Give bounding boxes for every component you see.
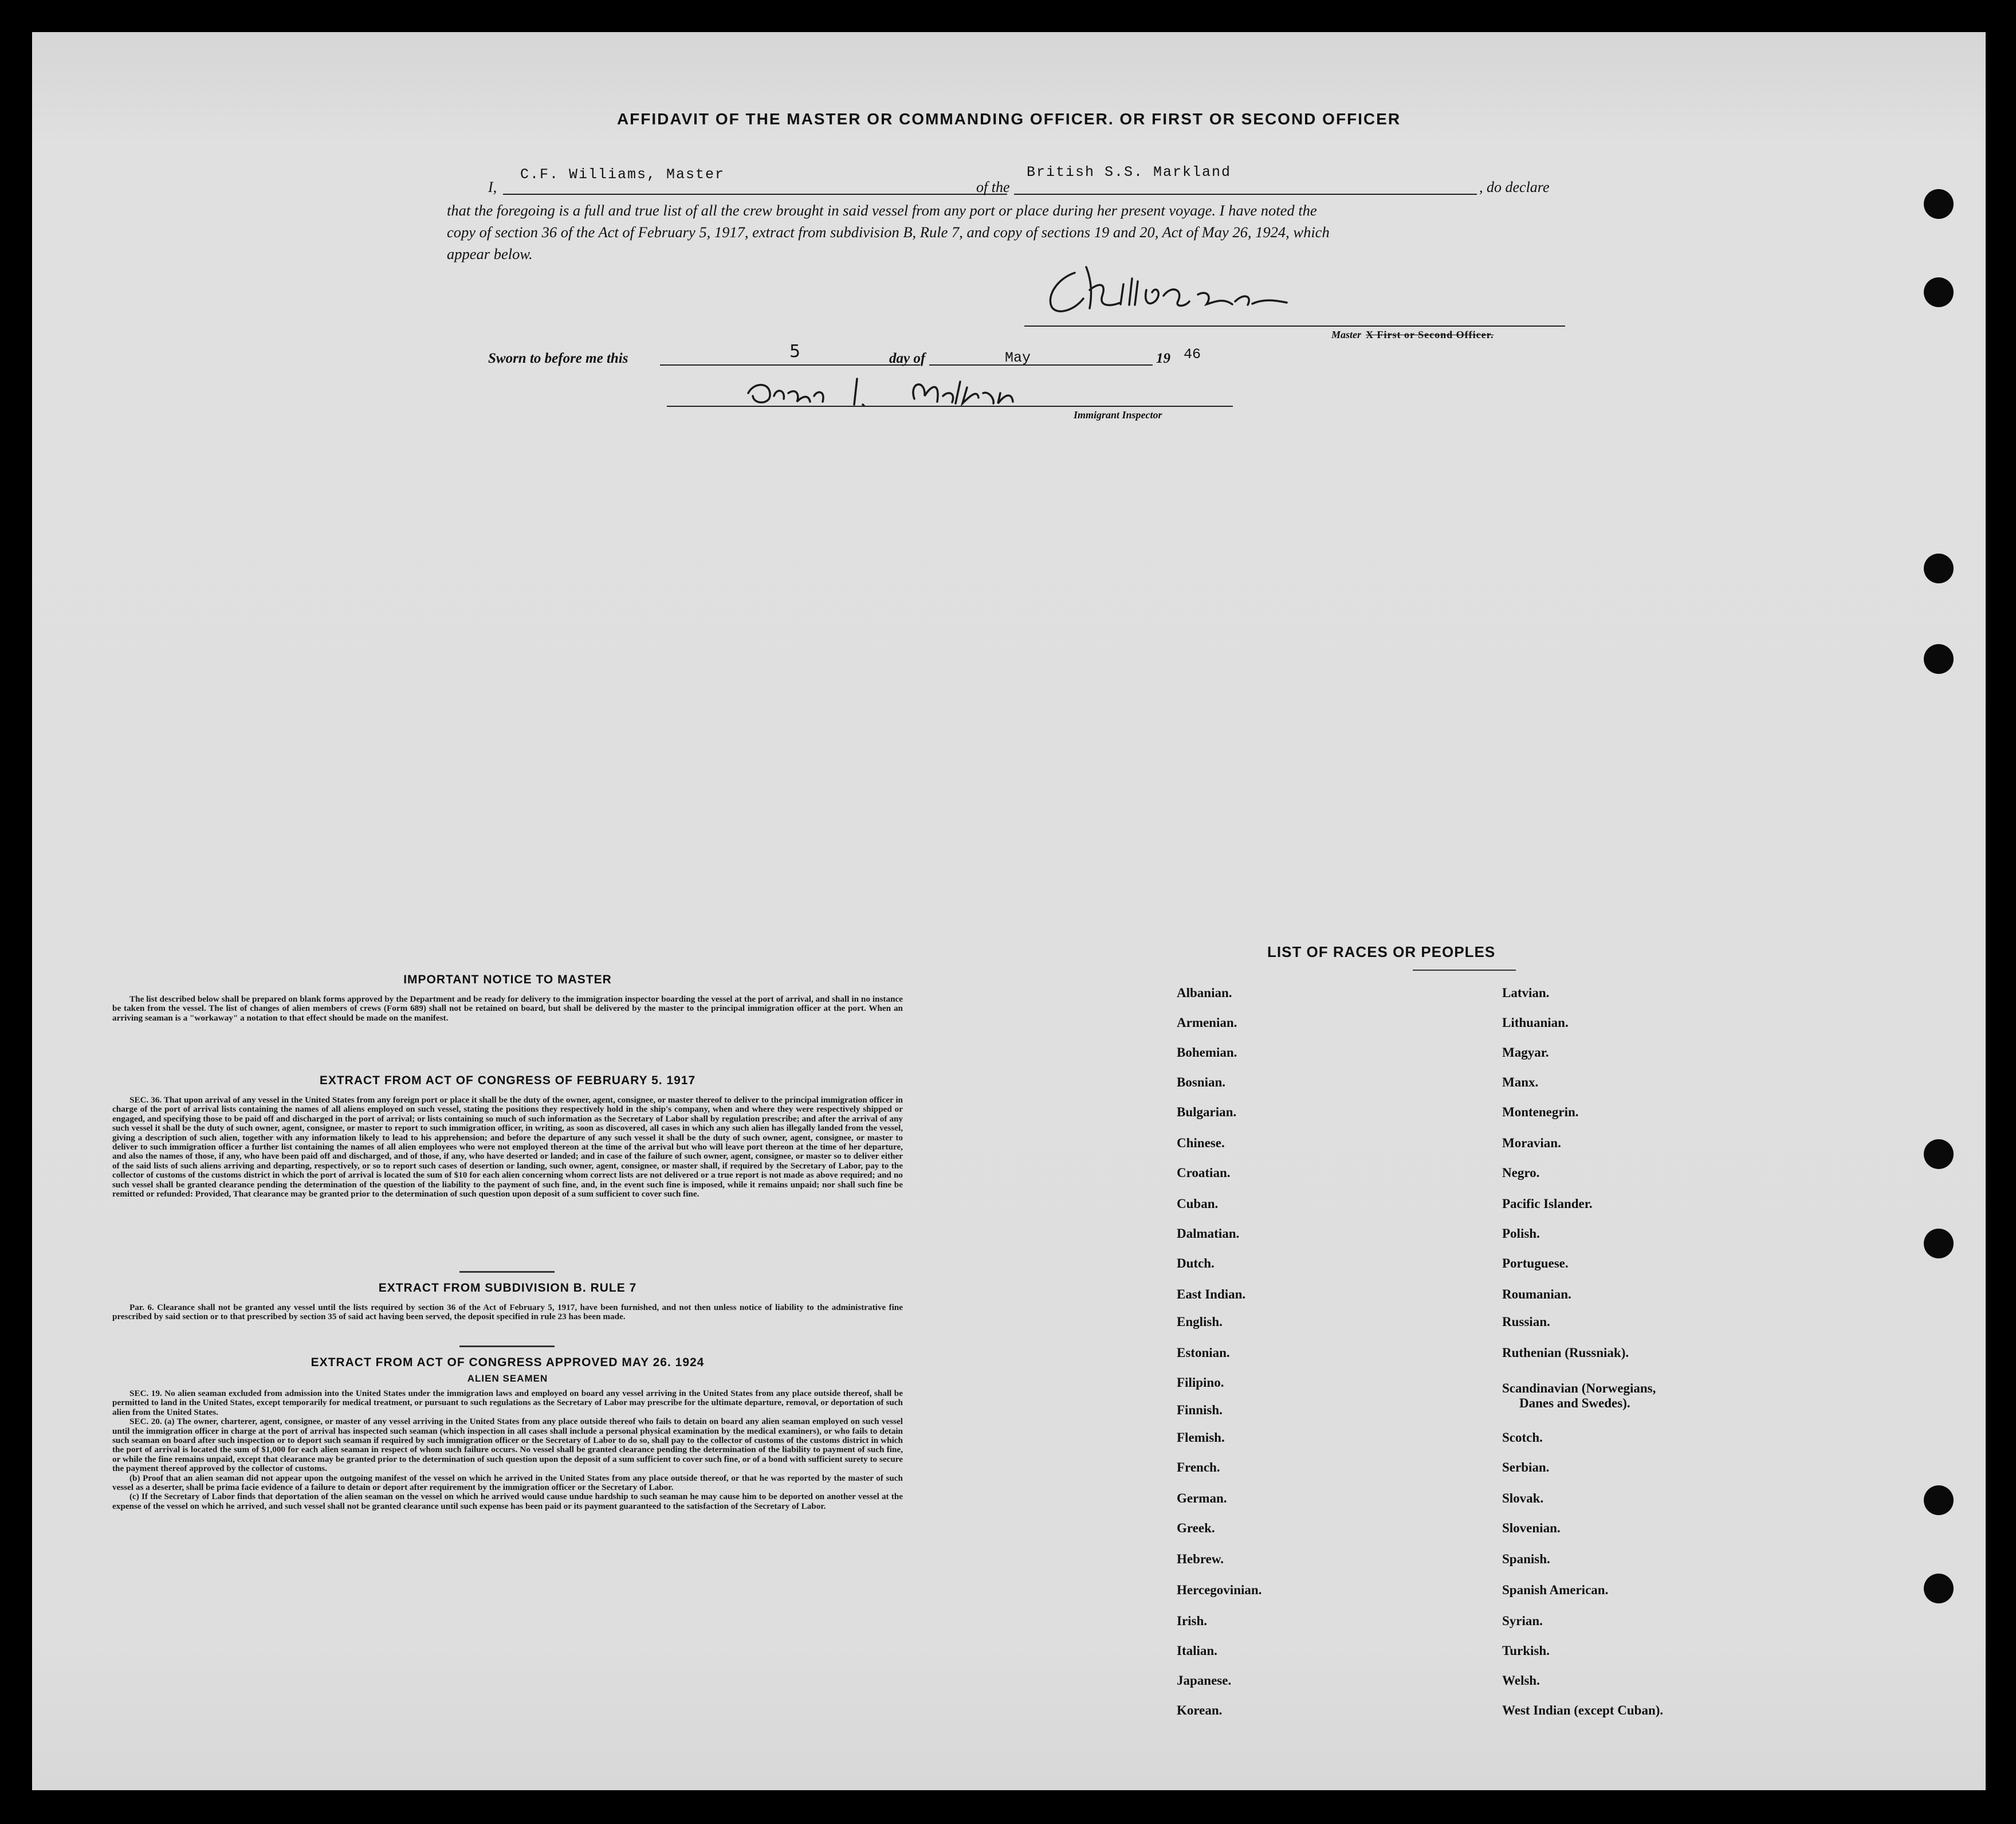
- name-underline: [503, 194, 1007, 195]
- affidavit-i-label: I,: [488, 179, 497, 195]
- race-item: Bohemian.: [1177, 1045, 1237, 1060]
- race-item: Pacific Islander.: [1502, 1197, 1593, 1211]
- race-item: Roumanian.: [1502, 1287, 1571, 1301]
- do-declare-label: , do declare: [1479, 179, 1550, 195]
- section-20a-text: SEC. 20. (a) The owner, charterer, agent, consignee, or master of any vessel arriving in the United States from any place outside thereof who fails to detain on board any alien seaman employed on such vessel until the immigration officer in charge at the port of arrival has inspected such seaman (which inspection in all cases shall include a personal physical examination by the medical examiners), or who fails to detain such seaman on board after such inspection or to deport such seaman if required by such immigration officer or the Secretary of Labor to do so, shall pay to the collector of customs of the customs district in which the port of arrival is located the sum of $1,000 for each alien seaman in respect of whom such failure occurs. No vessel shall be granted clearance pending the determination of the liability to payment of such fine, or while the fine remains unpaid, except that clearance may be granted prior to the determination of such question upon the deposit of a sum sufficient to cover such fine, or of a bond with sufficient surety to secure the payment thereof approved by the collector of customs.: [112, 1417, 903, 1474]
- punch-hole: [1924, 1574, 1954, 1603]
- master-caption-struck: X First or Second Officer.: [1366, 329, 1494, 340]
- race-item: Scotch.: [1502, 1430, 1543, 1445]
- race-item: Estonian.: [1177, 1346, 1230, 1360]
- notice-body: [112, 995, 903, 1023]
- extract-1917-heading: EXTRACT FROM ACT OF CONGRESS OF FEBRUARY 5. 1917: [319, 1074, 696, 1087]
- race-item: Japanese.: [1177, 1673, 1232, 1688]
- race-item: Croatian.: [1177, 1166, 1231, 1180]
- master-signature: [1035, 250, 1355, 319]
- race-item: Negro.: [1502, 1166, 1540, 1180]
- extract-rule7-body: [112, 1303, 903, 1322]
- race-item: Bosnian.: [1177, 1075, 1226, 1089]
- section-36-text: SEC. 36. That upon arrival of any vessel in the United States from any foreign port or place it shall be the duty of the owner, agent, consignee, or master thereof to deliver to the principal immigration officer in charge of the port of arrival lists containing the names of all aliens employed on such vessel, stating the positions they respectively hold in the ship's company, when and where they were respectively shipped or engaged, and specifying those to be paid off and discharged in the port of arrival; or lists containing so much of such information as the Secretary of Labor shall by regulation prescribe; and after the arrival of any such vessel it shall be the duty of such owner, agent, consignee, or master to report to such immigration officer, in writing, as soon as discovered, all cases in which any such alien has illegally landed from the vessel, giving a description of such alien, together with any information likely to lead to his apprehension; and before the departure of any such vessel it shall be the duty of such owner, agent, consignee, or master to deliver to such immigration officer a further list containing the names of all alien employees who were not employed thereon at the time of the arrival but who will leave port thereon at the time of her departure, and also the names of those, if any, who have been paid off and discharged, and of those, if any, who have deserted or landed; and in case of the failure of such owner, agent, consignee, or master so to deliver either of the said lists of such aliens arriving and departing, respectively, or so to report such cases of desertion or landing, such owner, agent, consignee, or master shall, if required by the Secretary of Labor, pay to the collector of customs of the customs district in which the port of arrival is located the sum of $10 for each alien concerning whom correct lists are not delivered or a true report is not made as above required; and no such vessel shall be granted clearance pending the determination of the question of the liability to the payment of such fine, and, in the event such fine is imposed, while it remains unpaid; nor shall such fine be remitted or refunded: Provided, That clearance may be granted prior to the determination of such question upon deposit of a sum sufficient to cover such fine.: [112, 1095, 903, 1199]
- race-item: Lithuanian.: [1502, 1015, 1569, 1030]
- month-value: May: [1005, 350, 1031, 366]
- race-item: Spanish American.: [1502, 1583, 1609, 1597]
- race-item: Syrian.: [1502, 1614, 1543, 1628]
- of-the-label: of the: [976, 179, 1010, 195]
- race-item: Dalmatian.: [1177, 1226, 1240, 1241]
- race-item: English.: [1177, 1315, 1223, 1329]
- race-item: Hebrew.: [1177, 1552, 1224, 1566]
- race-item: Latvian.: [1502, 986, 1550, 1000]
- race-item: Italian.: [1177, 1643, 1217, 1658]
- race-item: Finnish.: [1177, 1403, 1223, 1417]
- race-item: Moravian.: [1502, 1136, 1561, 1150]
- inspector-caption: Immigrant Inspector: [1074, 409, 1162, 421]
- document-page: [32, 32, 1986, 1790]
- section-20c-text: (c) If the Secretary of Labor finds that deportation of the alien seaman on the vessel on which he arrived would cause undue hardship to such seaman he may cause him to be deported on another vessel at the expense of the vessel on which he arrived, and such vessel shall not be granted clearance until such expense has been paid or its payment guaranteed to the satisfaction of the Secretary of Labor.: [112, 1492, 903, 1511]
- race-item: Bulgarian.: [1177, 1105, 1237, 1119]
- race-item: Chinese.: [1177, 1136, 1225, 1150]
- race-item: Scandinavian (Norwegians,: [1502, 1381, 1656, 1395]
- race-item: West Indian (except Cuban).: [1502, 1703, 1664, 1717]
- year-prefix: 19: [1156, 351, 1170, 366]
- punch-hole: [1924, 554, 1954, 583]
- divider: [459, 1346, 555, 1347]
- race-item: Danes and Swedes).: [1519, 1396, 1630, 1410]
- affidavit-line-2: copy of section 36 of the Act of February 5, 1917, extract from subdivision B, Rule 7, and copy of sections 19 and 20, Act of May 26, 1924, which: [447, 223, 1330, 241]
- master-name-value: C.F. Williams, Master: [520, 166, 725, 183]
- vessel-underline: [1014, 194, 1477, 195]
- divider: [459, 1271, 555, 1273]
- extract-1917-body: [112, 1096, 903, 1199]
- race-item: Ruthenian (Russniak).: [1502, 1346, 1629, 1360]
- divider: [1413, 970, 1516, 971]
- race-item: Armenian.: [1177, 1015, 1237, 1030]
- year-value: 46: [1184, 346, 1201, 363]
- punch-hole: [1924, 277, 1954, 307]
- race-item: Serbian.: [1502, 1460, 1550, 1474]
- vessel-name-value: British S.S. Markland: [1027, 164, 1232, 181]
- punch-hole: [1924, 1229, 1954, 1258]
- race-item: Hercegovinian.: [1177, 1583, 1262, 1597]
- inspector-signature: [742, 370, 1040, 416]
- punch-hole: [1924, 189, 1954, 219]
- master-caption: Master: [1331, 329, 1362, 340]
- master-signature-line: [1024, 325, 1565, 327]
- notice-heading: IMPORTANT NOTICE TO MASTER: [403, 973, 612, 986]
- race-item: Slovak.: [1502, 1491, 1544, 1505]
- sworn-label: Sworn to before me this: [488, 351, 628, 366]
- race-item: Flemish.: [1177, 1430, 1225, 1445]
- race-item: Dutch.: [1177, 1256, 1215, 1270]
- race-item: Magyar.: [1502, 1045, 1549, 1060]
- extract-rule7-heading: EXTRACT FROM SUBDIVISION B. RULE 7: [378, 1281, 637, 1295]
- race-item: Cuban.: [1177, 1197, 1219, 1211]
- extract-1924-body: [112, 1389, 903, 1511]
- month-underline: [929, 364, 1153, 366]
- alien-seamen-subheading: ALIEN SEAMEN: [467, 1373, 548, 1384]
- race-item: Albanian.: [1177, 986, 1232, 1000]
- punch-hole: [1924, 644, 1954, 674]
- paragraph-6-text: Par. 6. Clearance shall not be granted any vessel until the lists required by section 36 of the Act of February 5, 1917, have been furnished, and not then unless notice of liability to the administrative fine prescribed by said section or to that prescribed by section 35 of said act having been served, the deposit specified in rule 23 has been made.: [112, 1303, 903, 1322]
- race-item: Irish.: [1177, 1614, 1208, 1628]
- race-item: Russian.: [1502, 1315, 1550, 1329]
- day-underline: [660, 364, 920, 366]
- race-item: Turkish.: [1502, 1643, 1550, 1658]
- section-19-text: SEC. 19. No alien seaman excluded from admission into the United States under the immigration laws and employed on board any vessel arriving in the United States from any place outside thereof, shall be permitted to land in the United States, except temporarily for medical treatment, or pursuant to such regulations as the Secretary of Labor may prescribe for the ultimate departure, removal, or deportation of such alien from the United States.: [112, 1388, 903, 1417]
- race-item: Welsh.: [1502, 1673, 1540, 1688]
- affidavit-line-1: that the foregoing is a full and true list of all the crew brought in said vessel from any port or place during her present voyage. I have noted the: [447, 202, 1317, 219]
- race-item: Korean.: [1177, 1703, 1223, 1717]
- section-20b-text: (b) Proof that an alien seaman did not appear upon the outgoing manifest of the vessel on which he arrived in the United States from any place outside thereof, or that he was reported by the master of such vessel as a deserter, shall be prima facie evidence of a failure to detain or deport after requirement by the immigration officer or the Secretary of Labor.: [112, 1473, 903, 1493]
- notice-text: The list described below shall be prepared on blank forms approved by the Department and be ready for delivery to the immigration inspector boarding the vessel at the port of arrival, and shall in no instance be taken from the vessel. The list of changes of alien members of crews (Form 689) shall not be retained on board, but shall be delivered by the master to the principal immigration officer at the port. When an arriving seaman is a "workaway" a notation to that effect should be made on the manifest.: [112, 994, 903, 1023]
- day-of-label: day of: [889, 351, 926, 366]
- race-item: East Indian.: [1177, 1287, 1246, 1301]
- inspector-signature-line: [667, 406, 1233, 407]
- race-item: Slovenian.: [1502, 1521, 1561, 1535]
- race-item: French.: [1177, 1460, 1220, 1474]
- race-item: Montenegrin.: [1502, 1105, 1579, 1119]
- day-value: 5: [789, 342, 801, 362]
- races-heading: LIST OF RACES OR PEOPLES: [1267, 943, 1496, 960]
- affidavit-title: AFFIDAVIT OF THE MASTER OR COMMANDING OFFICER. OR FIRST OR SECOND OFFICER: [616, 110, 1401, 128]
- race-item: Filipino.: [1177, 1375, 1224, 1390]
- race-item: Greek.: [1177, 1521, 1215, 1535]
- extract-1924-heading: EXTRACT FROM ACT OF CONGRESS APPROVED MAY 26. 1924: [311, 1356, 705, 1369]
- punch-hole: [1924, 1485, 1954, 1515]
- punch-hole: [1924, 1139, 1954, 1169]
- race-item: Polish.: [1502, 1226, 1540, 1241]
- race-item: German.: [1177, 1491, 1227, 1505]
- race-item: Spanish.: [1502, 1552, 1550, 1566]
- race-item: Manx.: [1502, 1075, 1539, 1089]
- affidavit-line-3: appear below.: [447, 245, 533, 262]
- race-item: Portuguese.: [1502, 1256, 1569, 1270]
